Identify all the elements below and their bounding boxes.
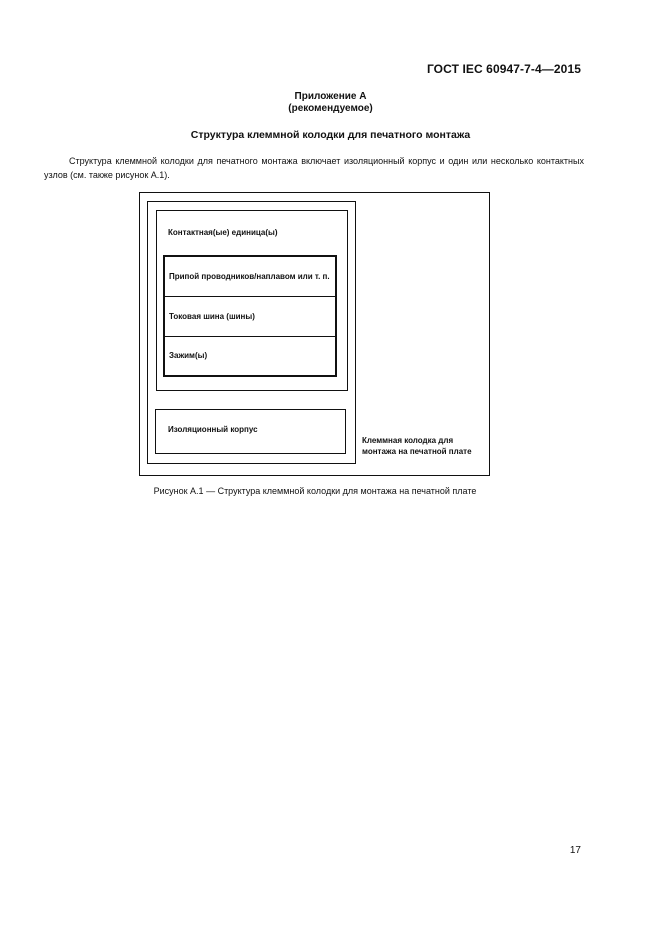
part-solder-row: Припой проводников/наплавом или т. п. [165, 257, 335, 297]
body-paragraph: Структура клеммной колодки для печатного монтажа включает изоляционный корпус и один или несколько контактных узлов (см. также рисунок А.1). [44, 156, 584, 180]
section-title: Структура клеммной колодки для печатного монтажа [190, 129, 471, 141]
contact-units-label: Контактная(ые) единица(ы) [168, 228, 278, 237]
figure-caption: Рисунок А.1 — Структура клеммной колодки для монтажа на печатной плате [153, 486, 477, 496]
terminal-block-label [362, 435, 472, 457]
annex-status: (рекомендуемое) [288, 103, 373, 114]
part-busbar-row: Токовая шина (шины) [165, 297, 335, 337]
annex-title: Приложение А [294, 91, 367, 102]
terminal-block-label-line2: монтажа на печатной плате [362, 447, 472, 456]
standard-id: ГОСТ IEC 60947-7-4—2015 [426, 62, 581, 76]
contact-parts-box [163, 255, 337, 377]
part-clamp-row: Зажим(ы) [169, 351, 208, 360]
insulating-body-label: Изоляционный корпус [168, 425, 258, 434]
page-number: 17 [569, 845, 581, 856]
annex-heading [0, 91, 661, 115]
terminal-block-label-line1: Клеммная колодка для [362, 436, 454, 445]
